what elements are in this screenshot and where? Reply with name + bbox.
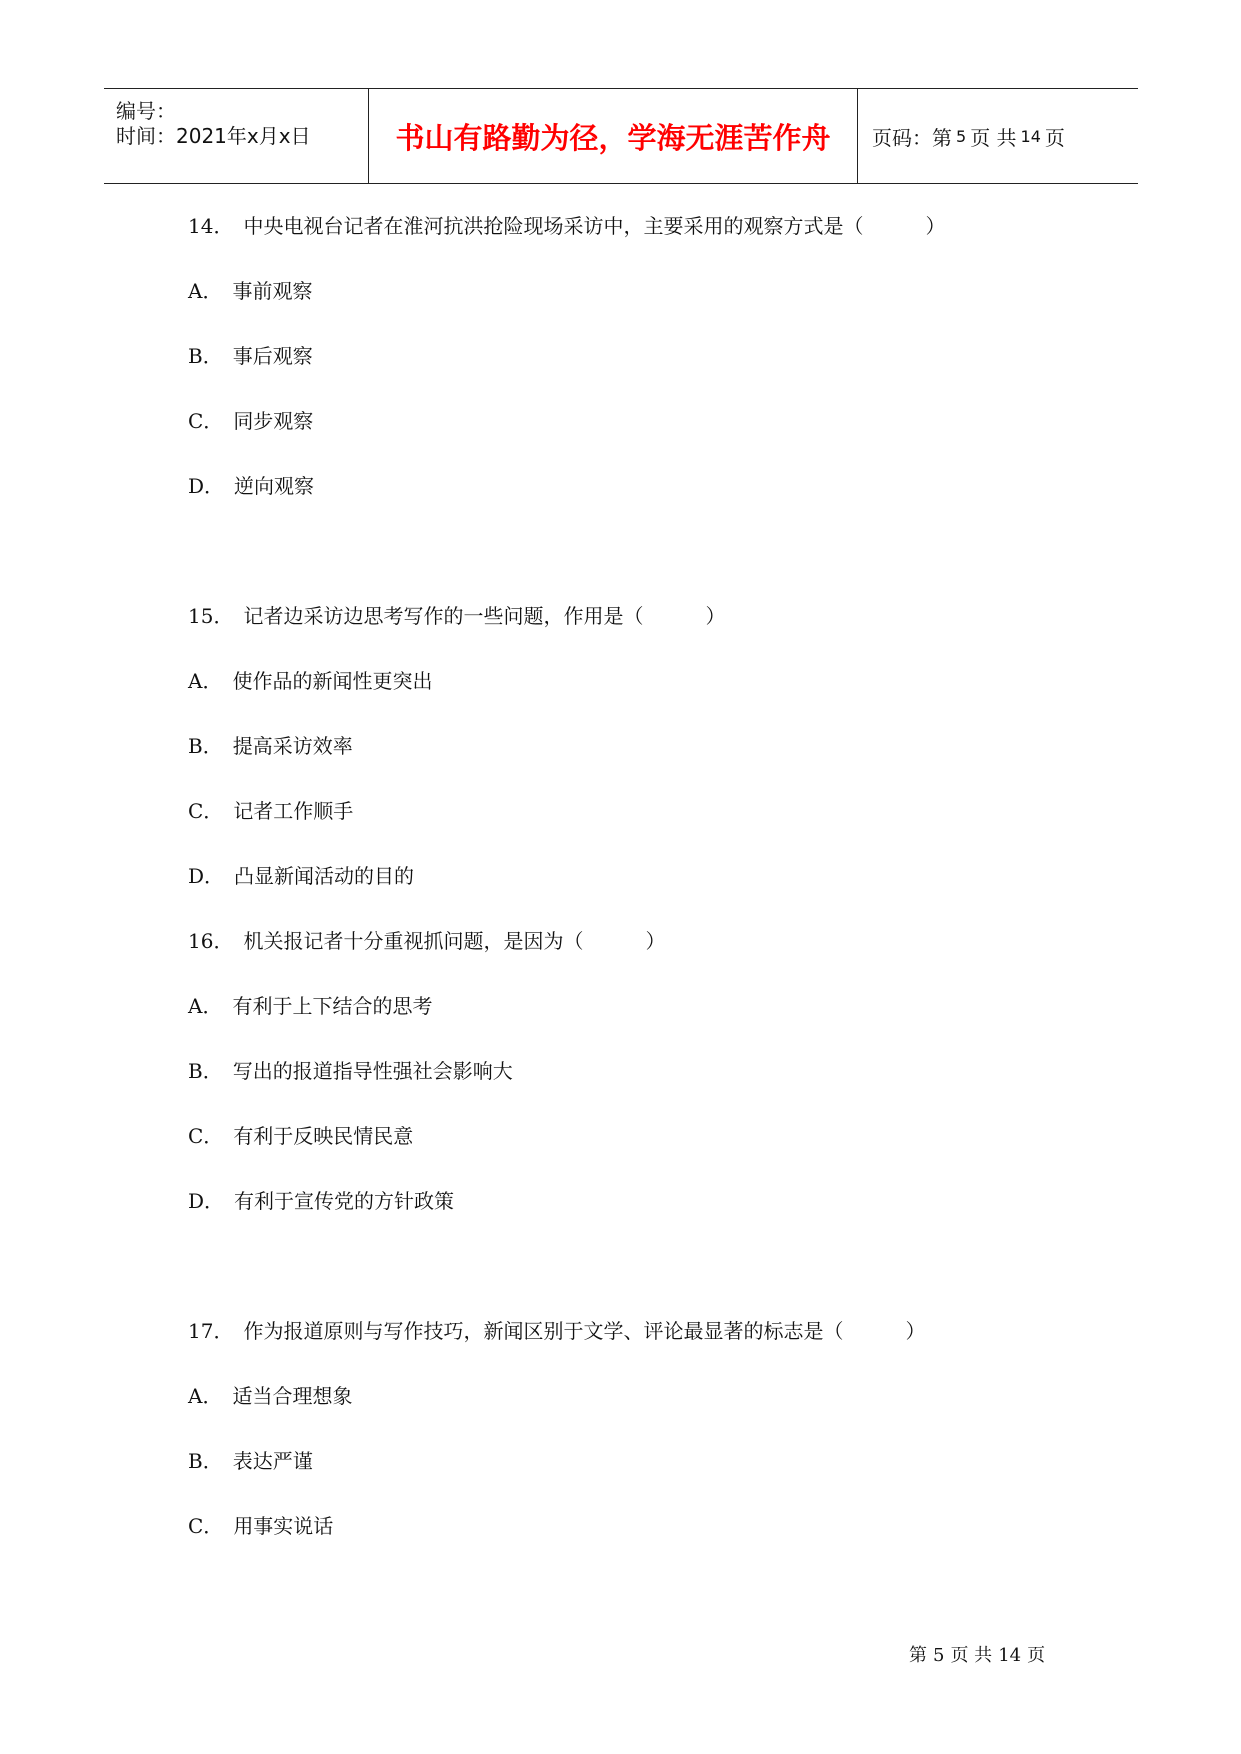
- option-letter: C．: [188, 1124, 224, 1148]
- option-letter: A．: [188, 279, 223, 303]
- header-left-cell: [104, 89, 368, 183]
- option-text: 事前观察: [232, 279, 313, 303]
- answer-option: [188, 476, 314, 496]
- option-letter: C．: [188, 1514, 224, 1538]
- question-close-paren: ）: [705, 604, 726, 628]
- answer-option: [188, 1061, 513, 1081]
- option-text: 记者工作顺手: [233, 799, 354, 823]
- question-close-paren: ）: [645, 929, 666, 953]
- question-stem: [188, 606, 725, 626]
- option-text: 同步观察: [233, 409, 314, 433]
- option-text: 适当合理想象: [232, 1384, 353, 1408]
- header-page-number: 5: [956, 126, 967, 146]
- option-letter: B．: [188, 1449, 223, 1473]
- question-text: 中央电视台记者在淮河抗洪抢险现场采访中，主要采用的观察方式是（: [243, 214, 864, 238]
- option-text: 有利于上下结合的思考: [232, 994, 433, 1018]
- question-text: 记者边采访边思考写作的一些问题，作用是（: [243, 604, 644, 628]
- answer-option: [188, 671, 432, 691]
- option-letter: A．: [188, 1384, 223, 1408]
- option-letter: C．: [188, 799, 224, 823]
- answer-option: [188, 411, 313, 431]
- footer-page-number: 5: [933, 1645, 945, 1666]
- option-letter: B．: [188, 344, 223, 368]
- answer-option: [188, 281, 312, 301]
- page-footer: [906, 1641, 1048, 1667]
- option-text: 逆向观察: [234, 474, 315, 498]
- question-text: 作为报道原则与写作技巧，新闻区别于文学、评论最显著的标志是（: [243, 1319, 844, 1343]
- question-close-paren: ）: [905, 1319, 926, 1343]
- option-text: 事后观察: [232, 344, 313, 368]
- footer-prefix: 第: [909, 1645, 927, 1666]
- header-page-suffix: 页: [1044, 125, 1065, 150]
- answer-option: [188, 1191, 454, 1211]
- question-close-paren: ）: [925, 214, 946, 238]
- option-letter: D．: [188, 1189, 225, 1213]
- footer-page-total: 14: [998, 1645, 1022, 1666]
- header-motto: 书山有路勤为径，学海无涯苦作舟: [368, 89, 858, 183]
- option-letter: A．: [188, 994, 223, 1018]
- question-number: 16．: [188, 929, 234, 953]
- question-number: 15．: [188, 604, 234, 628]
- option-text: 用事实说话: [233, 1514, 334, 1538]
- answer-option: [188, 736, 353, 756]
- option-letter: D．: [188, 864, 225, 888]
- answer-option: [188, 1386, 352, 1406]
- option-text: 使作品的新闻性更突出: [232, 669, 433, 693]
- answer-option: [188, 346, 313, 366]
- option-text: 写出的报道指导性强社会影响大: [232, 1059, 513, 1083]
- option-letter: B．: [188, 1059, 223, 1083]
- header-page-mid: 页 共: [970, 125, 1017, 150]
- answer-option: [188, 1126, 413, 1146]
- question-stem: [188, 931, 665, 951]
- header-page-prefix: 页码：第: [872, 125, 952, 150]
- answer-option: [188, 1451, 313, 1471]
- option-text: 表达严谨: [232, 1449, 313, 1473]
- footer-suffix: 页: [1027, 1645, 1046, 1666]
- question-text: 机关报记者十分重视抓问题，是因为（: [243, 929, 584, 953]
- option-text: 有利于宣传党的方针政策: [234, 1189, 455, 1213]
- document-time-label: 时间：2021年x月x日: [116, 124, 311, 148]
- question-stem: [188, 216, 945, 236]
- question-number: 17．: [188, 1319, 234, 1343]
- header-page-info: [858, 89, 1138, 183]
- answer-option: [188, 801, 353, 821]
- option-text: 凸显新闻活动的目的: [234, 864, 415, 888]
- option-text: 提高采访效率: [232, 734, 353, 758]
- header-page-total: 14: [1020, 126, 1041, 146]
- footer-mid: 页 共: [950, 1645, 993, 1666]
- document-number-label: 编号：: [116, 99, 176, 123]
- answer-option: [188, 996, 432, 1016]
- option-letter: B．: [188, 734, 223, 758]
- answer-option: [188, 1516, 333, 1536]
- answer-option: [188, 866, 414, 886]
- option-letter: A．: [188, 669, 223, 693]
- page-header: [104, 88, 1138, 184]
- option-text: 有利于反映民情民意: [233, 1124, 414, 1148]
- option-letter: D．: [188, 474, 225, 498]
- question-stem: [188, 1321, 925, 1341]
- option-letter: C．: [188, 409, 224, 433]
- question-number: 14．: [188, 214, 234, 238]
